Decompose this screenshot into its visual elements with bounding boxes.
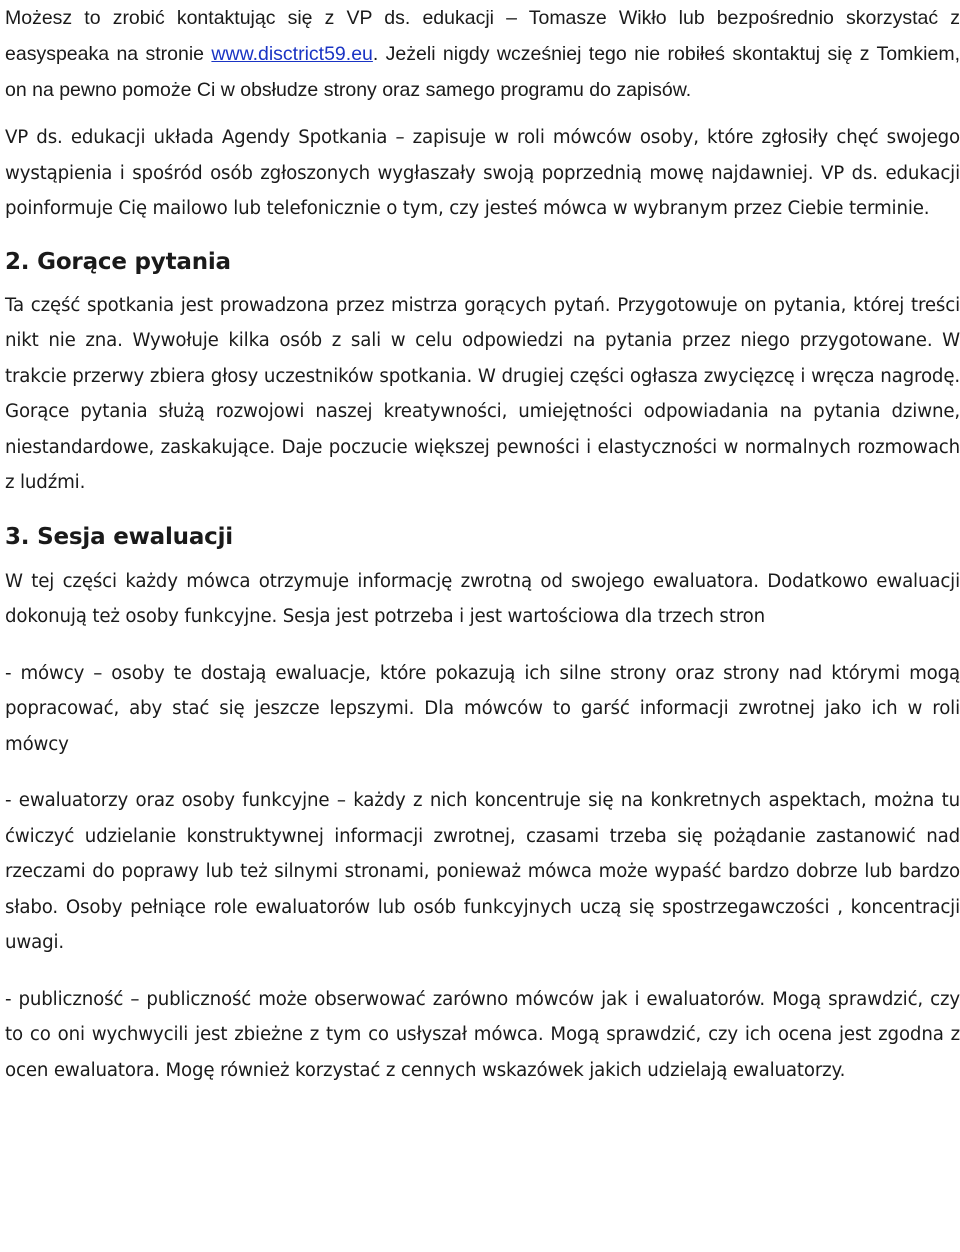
- intro-paragraph: [5, 0, 960, 108]
- list-item-speakers: - mówcy – osoby te dostają ewaluacje, które pokazują ich silne strony oraz strony nad którymi mogą popracować, aby stać się jeszcze lepszymi. Dla mówców to garść informacji zwrotnej jako ich w roli mówcy: [5, 662, 960, 755]
- intro-text-after-link: . Jeżeli nigdy wcześniej tego nie robiłeś skontaktuj się z Tomkiem, on na pewno pomoże Ci w obsłudze strony oraz samego programu do zapisów.: [5, 43, 960, 101]
- intro-text-before-link: Możesz to zrobić kontaktując się z VP ds. edukacji – Tomasze Wikło lub bezpośrednio skorzystać z easyspeaka na stronie: [5, 7, 960, 65]
- section-2-heading: 2. Gorące pytania: [5, 248, 231, 275]
- section-3-intro: W tej części każdy mówca otrzymuje informację zwrotną od swojego ewaluatora. Dodatkowo ewaluacji dokonują też osoby funkcyjne. Sesja jest potrzeba i jest wartościowa dla trzech stron: [5, 570, 960, 627]
- list-item-audience: - publiczność – publiczność może obserwować zarówno mówców jak i ewaluatorów. Mogą sprawdzić, czy to co oni wychwycili jest zbieżne z tym co usłyszał mówca. Mogą sprawdzić, czy ich ocena jest zgodna z ocen ewaluatora. Mogę również korzystać z cennych wskazówek jakich udzielają ewaluatorzy.: [5, 988, 960, 1081]
- list-item-evaluators: - ewaluatorzy oraz osoby funkcyjne – każdy z nich koncentruje się na konkretnych aspektach, można tu ćwiczyć udzielanie konstruktywnej informacji zwrotnej, czasami trzeba się pożądanie zastanowić nad rzeczami do poprawy lub też silnymi stronami, ponieważ mówca może wypaść bardzo dobrze lub bardzo słabo. Osoby pełniące role ewaluatorów lub osób funkcyjnych uczą się spostrzegawczości , koncentracji uwagi.: [5, 790, 960, 953]
- section-2-paragraph: Ta część spotkania jest prowadzona przez mistrza gorących pytań. Przygotowuje on pytania, której treści nikt nie zna. Wywołuje kilka osób z sali w celu odpowiedzi na pytania przez niego przygotowane. W trakcie przerwy zbiera głosy uczestników spotkania. W drugiej części ogłasza zwycięzcę i wręcza nagrodę. Gorące pytania służą rozwojowi naszej kreatywności, umiejętności odpowiadania na pytania dziwne, niestandardowe, zaskakujące. Daje poczucie większej pewności i elastyczności w normalnych rozmowach z ludźmi.: [5, 294, 960, 493]
- agenda-paragraph: VP ds. edukacji układa Agendy Spotkania – zapisuje w roli mówców osoby, które zgłosiły chęć swojego wystąpienia i spośród osób zgłoszonych wygłaszały swoją poprzednią mowę najdawniej. VP ds. edukacji poinformuje Cię mailowo lub telefonicznie o tym, czy jesteś mówca w wybranym przez Ciebie terminie.: [5, 127, 960, 219]
- section-3-heading: 3. Sesja ewaluacji: [5, 523, 233, 550]
- district59-link[interactable]: www.disctrict59.eu: [211, 43, 373, 65]
